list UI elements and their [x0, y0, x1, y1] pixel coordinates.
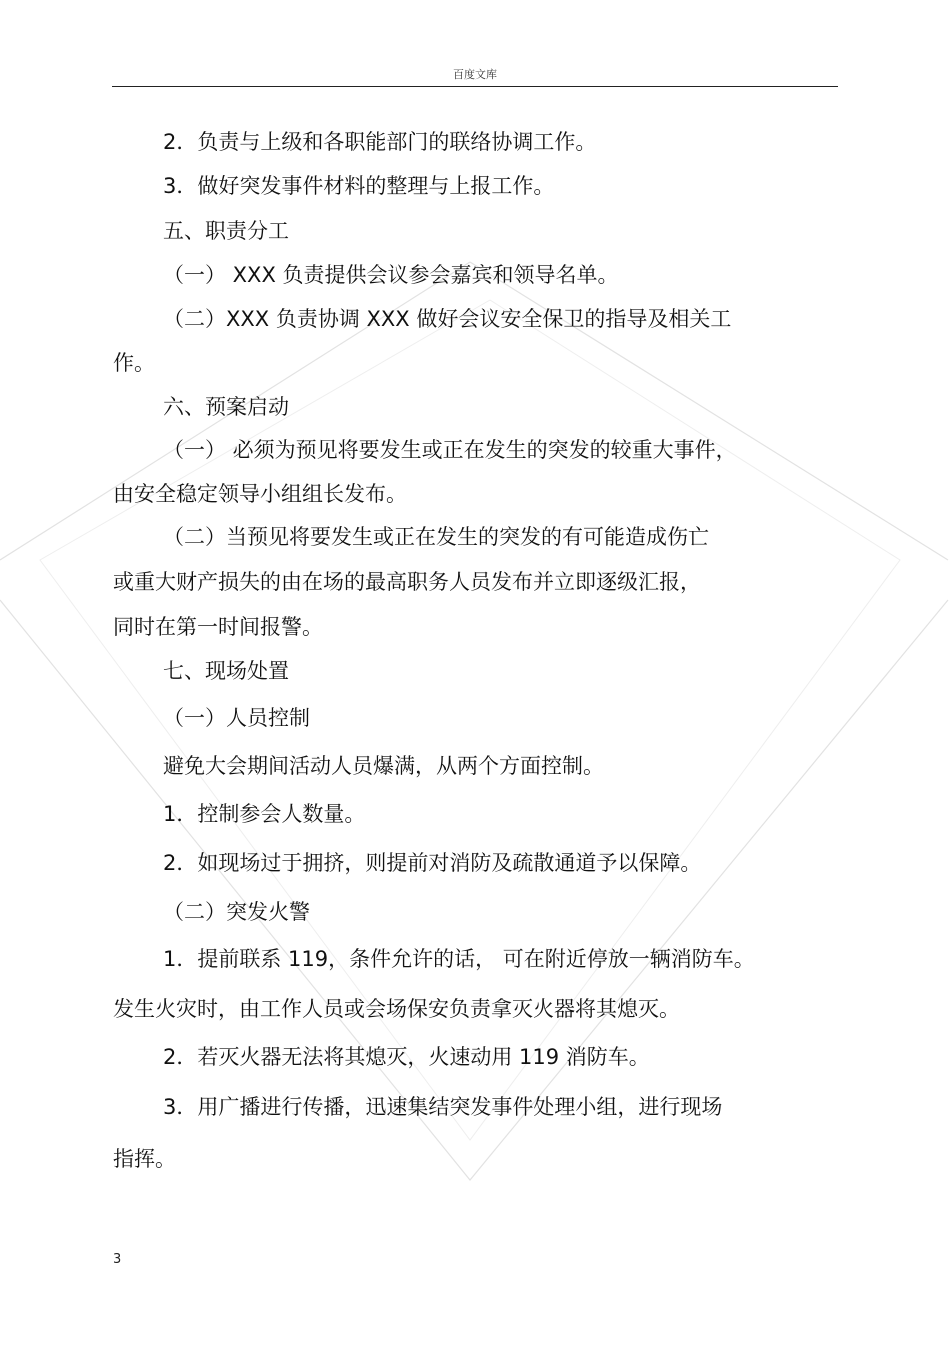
page-number: 3 — [113, 1252, 122, 1267]
text-line: 作。 — [113, 351, 155, 375]
text-line: 由安全稳定领导小组组长发布。 — [113, 482, 407, 506]
text-line: 或重大财产损失的由在场的最高职务人员发布并立即逐级汇报， — [113, 570, 701, 594]
text-line: 2．如现场过于拥挤，则提前对消防及疏散通道予以保障。 — [163, 851, 702, 875]
header-title: 百度文库 — [453, 68, 497, 81]
section-heading: 六、预案启动 — [163, 395, 289, 419]
text-line: （二）当预见将要发生或正在发生的突发的有可能造成伤亡 — [163, 525, 709, 549]
text-line: 3．用广播进行传播，迅速集结突发事件处理小组，进行现场 — [163, 1095, 723, 1119]
section-heading: 七、现场处置 — [163, 659, 289, 683]
header-divider — [112, 86, 838, 87]
text-line: （二）XXX 负责协调 XXX 做好会议安全保卫的指导及相关工 — [163, 307, 732, 331]
text-line: 避免大会期间活动人员爆满，从两个方面控制。 — [163, 754, 604, 778]
subsection-heading: （二）突发火警 — [163, 900, 310, 924]
text-line: 2．负责与上级和各职能部门的联络协调工作。 — [163, 130, 597, 154]
text-line: 同时在第一时间报警。 — [113, 615, 323, 639]
text-line: 指挥。 — [113, 1147, 176, 1171]
text-line: 1．控制参会人数量。 — [163, 802, 366, 826]
text-line: （一） XXX 负责提供会议参会嘉宾和领导名单。 — [163, 263, 619, 287]
section-heading: 五、职责分工 — [163, 219, 289, 243]
text-line: 发生火灾时，由工作人员或会场保安负责拿灭火器将其熄灭。 — [113, 997, 680, 1021]
text-line: 2．若灭火器无法将其熄灭，火速动用 119 消防车。 — [163, 1045, 650, 1069]
text-line: 1．提前联系 119，条件允许的话， 可在附近停放一辆消防车。 — [163, 947, 755, 971]
subsection-heading: （一）人员控制 — [163, 706, 310, 730]
text-line: 3．做好突发事件材料的整理与上报工作。 — [163, 174, 555, 198]
text-line: （一） 必须为预见将要发生或正在发生的突发的较重大事件， — [163, 438, 737, 462]
